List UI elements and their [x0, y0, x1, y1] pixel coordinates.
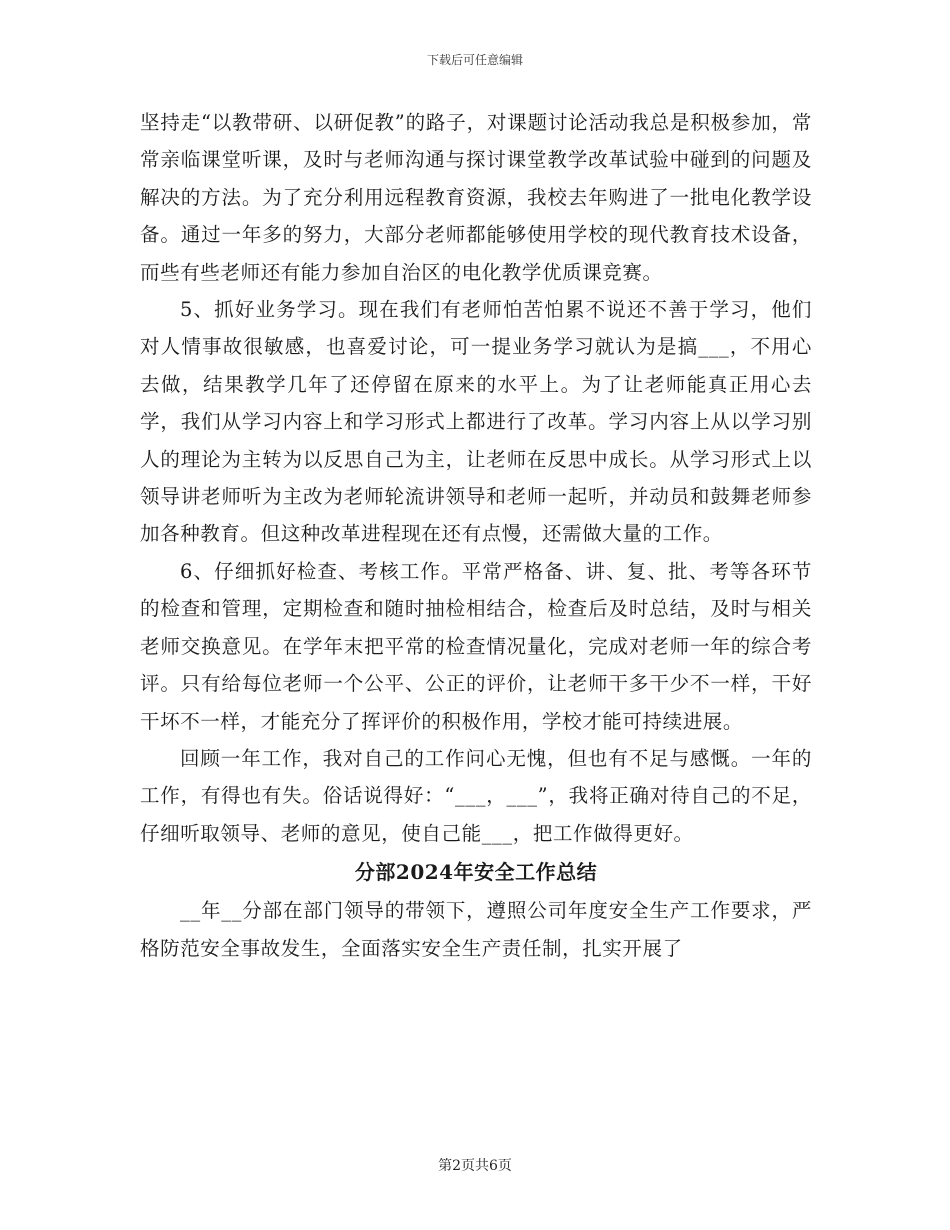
paragraph-business-study: 5、抓好业务学习。现在我们有老师怕苦怕累不说还不善于学习，他们对人情事故很敏感，也喜爱讨论，可一提业务学习就认为是搞___，不用心去做，结果教学几年了还停留在原来的水平上。为了让老师能真正用心去学，我们从学习内容上和学习形式上都进行了改革。学习内容上从以学习别人的理论为主转为以反思自己为主，让老师在反思中成长。从学习形式上以领导讲老师听为主改为老师轮流讲领导和老师一起听，并动员和鼓舞老师参加各种教育。但这种改革进程现在还有点慢，还需做大量的工作。 [140, 298, 812, 546]
paragraph-inspection-assessment: 6、仔细抓好检查、考核工作。平常严格备、讲、复、批、考等各环节的检查和管理，定期检查和随时抽检相结合，检查后及时总结，及时与相关老师交换意见。在学年末把平常的检查情况量化，完成对老师一年的综合考评。只有给每位老师一个公平、公正的评价，让老师干多干少不一样，干好干坏不一样，才能充分了挥评价的积极作用，学校才能可持续进展。 [140, 559, 812, 733]
paragraph-year-review: 回顾一年工作，我对自己的工作问心无愧，但也有不足与感慨。一年的工作，有得也有失。俗话说得好：“___，___”，我将正确对待自己的不足，仔细听取领导、老师的意见，使自己能___，把工作做得更好。 [140, 746, 812, 845]
page-header-note: 下载后可任意编辑 [426, 53, 523, 67]
paragraph-research-teaching: 坚持走“以教带研、以研促教”的路子，对课题讨论活动我总是积极参加，常常亲临课堂听课，及时与老师沟通与探讨课堂教学改革试验中碰到的问题及解决的方法。为了充分利用远程教育资源，我校去年购进了一批电化教学设备。通过一年多的努力，大部分老师都能够使用学校的现代教育技术设备，而些有些老师还有能力参加自治区的电化教学优质课竞赛。 [140, 111, 812, 284]
section-title: 分部2024年安全工作总结 [354, 860, 598, 885]
document-body [140, 104, 812, 967]
paragraph-safety-intro: __年__分部在部门领导的带领下，遵照公司年度安全生产工作要求，严格防范安全事故发生，全面落实安全生产责任制，扎实开展了 [140, 899, 812, 960]
page-number: 第2页共6页 [438, 1158, 512, 1174]
